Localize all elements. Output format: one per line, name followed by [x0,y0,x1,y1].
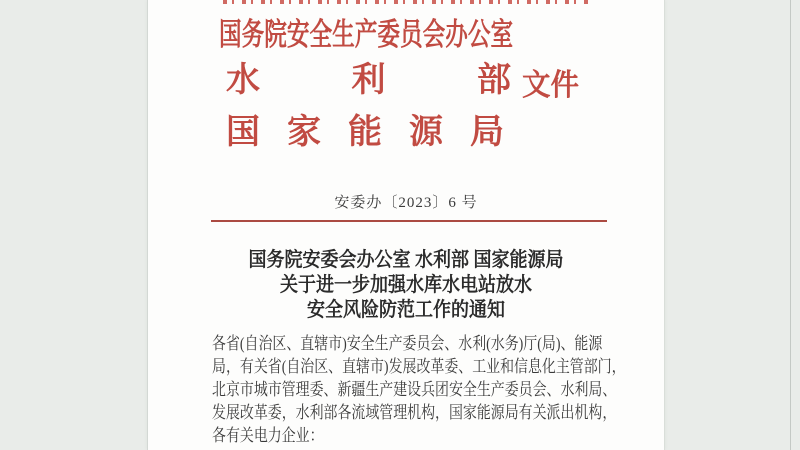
body-addressee-line: 各省(自治区、直辖市)安全生产委员会、水利(水务)厅(局)、能源 [212,334,603,353]
title-line-subject: 关于进一步加强水库水电站放水 [280,274,532,296]
body-addressee-line: 局，有关省(自治区、直辖市)发展改革委、工业和信息化主管部门， [212,357,626,376]
document-number: 安委办〔2023〕6 号 [334,195,478,211]
letterhead-line-ministry [226,64,511,98]
letterhead-line-office: 国务院安全生产委员会办公室 [219,17,514,52]
document-page [147,0,665,450]
body-addressee-line: 发展改革委，水利部各流域管理机构，国家能源局有关派出机构， [212,403,617,422]
body-addressee-line: 各有关电力企业： [212,426,324,445]
letterhead-char: 局 [470,114,504,151]
letterhead-char: 利 [351,62,386,99]
letterhead-char: 国 [226,114,260,151]
letterhead-document-label: 文件 [522,69,579,102]
letterhead-char: 源 [409,114,443,151]
letterhead-char: 家 [287,114,321,151]
body-addressee-line: 北京市城市管理委、新疆生产建设兵团安全生产委员会、水利局、 [212,380,617,399]
cropped-red-text-top [223,0,591,4]
title-line-notice: 安全风险防范工作的通知 [307,299,505,321]
letterhead-char: 水 [226,62,260,99]
document-title [148,248,664,323]
document-body [212,332,626,447]
letterhead-char: 部 [477,62,511,99]
title-line-issuers: 国务院安委会办公室 水利部 国家能源局 [248,249,564,271]
window-edge-divider [790,0,791,450]
red-separator-line [211,220,607,222]
letterhead-char: 能 [348,114,382,151]
letterhead-line-energy-administration [226,116,504,150]
